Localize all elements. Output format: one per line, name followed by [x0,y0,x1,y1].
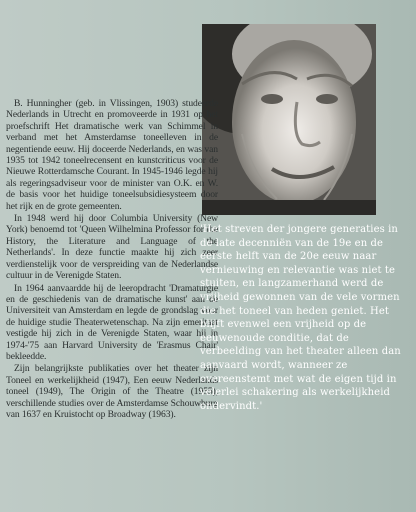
author-quote [200,223,410,413]
author-biography [6,98,218,421]
bio-paragraph: B. Hunningher (geb. in Vlissingen, 1903) studeerde Nederlands in Utrecht en promoveerde in 1931 op het proefschrift Het dramatische werk van Schimmel in verband met het Amsterdamse toneelleven in de negentiende eeuw. Hij doceerde Nederlands, en was van 1935 tot 1942 toneelrecensent en kunstcriticus voor de Nieuwe Rotterdamsche Courant. In 1945-1946 legde hij als regeringsadviseur voor de minister van O.K. en W. de basis voor het huidige toneelsubsidiesysteem door het rijk en de grote gemeenten. [6,98,218,212]
bio-paragraph: Zijn belangrijkste publikaties over het theater zijn Toneel en werkelijkheid (1947), Een eeuw Nederlands toneel (1949), The Origin of the Theatre (1955), verschillende studies over de Amsterdamse Schouwburg van 1637 en Kruistocht op Broadway (1963). [6,363,218,420]
bio-paragraph: In 1964 aanvaardde hij de leeropdracht 'Dramaturgie en de geschiedenis van de dramatische kunst' aan de Universiteit van Amsterdam en legde de grondslag voor de huidige studie Theaterwetenschap. Na zijn emeritaat vestigde hij zich in de Verenigde Staten, waar hij in 1974-'75 aan Harvard University de 'Erasmus Chair' bekleedde. [6,282,218,362]
quote-text: 'Het streven der jongere generaties in de late decenniën van de 19e en de eerste helft van de 20e eeuw naar vernieuwing en relevantie was niet te stuiten, en langzamerhand werd de vrijheid gewonnen van de vele vormen die het toneel van heden geniet. Het blijft evenwel een vrijheid op de eeuwenoude conditie, dat de verbeelding van het theater alleen dan aanvaard wordt, wanneer ze overeenstemt met wat de eigen tijd in velerlei schakering als werkelijkheid ondervindt.' [200,224,401,412]
author-portrait-photo [202,24,376,215]
bio-paragraph: In 1948 werd hij door Columbia University (New York) benoemd tot 'Queen Wilhelmina Professor for the History, the Literature and Language of the Netherlands'. In deze functie maakte hij zich zeer verdienstelijk voor de verspreiding van de Nederlandse cultuur in de Verenigde Staten. [6,213,218,282]
portrait-illustration [202,24,376,215]
